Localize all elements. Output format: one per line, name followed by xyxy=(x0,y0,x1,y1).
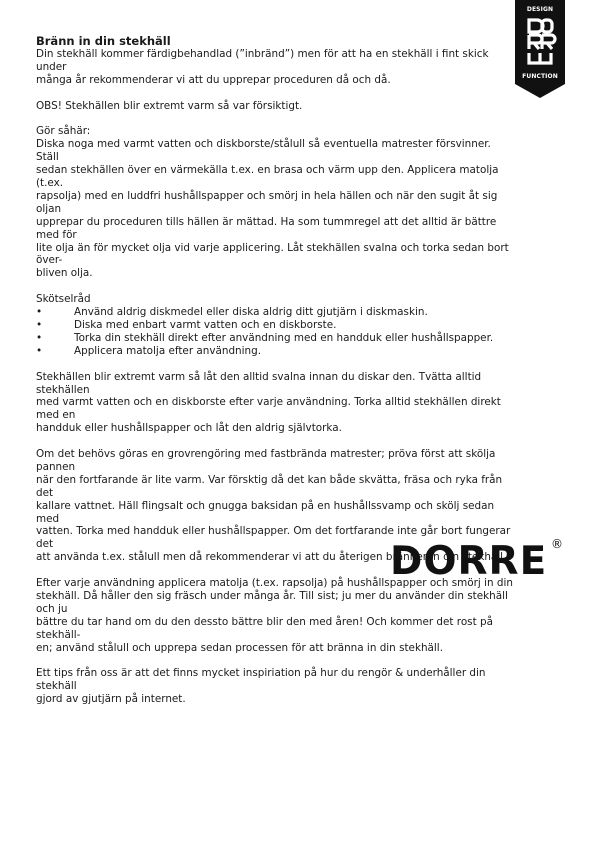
bullet-icon: • xyxy=(36,331,43,344)
text-line: Din stekhäll kommer färdigbehandlad (”inbränd”) men för att ha en stekhäll i fint skick under xyxy=(36,48,489,73)
text-line: upprepar du proceduren tills hällen är mättad. Ha som tummregel att det alltid är bättre med för xyxy=(36,215,497,241)
intro-paragraph xyxy=(36,48,514,87)
text-line: lite olja än för mycket olja vid varje applicering. Låt stekhällen svalna och torka sedan bort över- xyxy=(36,241,509,267)
text-line: rapsolja) med en luddfri hushållspapper och smörj in hela hällen och när den sugit åt sig oljan xyxy=(36,189,498,215)
text-line: många år rekommenderar vi att du upprepar proceduren då och då. xyxy=(36,73,391,86)
list-item xyxy=(36,306,514,319)
bullet-icon: • xyxy=(36,344,43,357)
text-line: Om det behövs göras en grovrengöring med fastbrända matrester; pröva först att skölja pannen xyxy=(36,448,496,473)
text-line: Diska noga med varmt vatten och diskborste/stålull så eventuella matrester försvinner. Ställ xyxy=(36,138,491,164)
badge-top-label: DESIGN xyxy=(526,6,554,13)
text-line: stekhäll. Då håller den sig fräsch under många år. Till sist; ju mer du använder din stekhäll och ju xyxy=(36,589,508,615)
bullet-icon: • xyxy=(36,318,43,331)
list-item-text: Torka din stekhäll direkt efter användning med en handduk eller hushållspapper. xyxy=(74,331,494,344)
document-body xyxy=(36,35,514,706)
list-item xyxy=(36,319,514,332)
text-line: vatten. Torka med handduk eller hushållspapper. Om det fortfarande inte går bort fungerar det xyxy=(36,525,511,551)
care-list xyxy=(36,306,514,358)
list-item-text: Diska med enbart varmt vatten och en diskborste. xyxy=(74,318,337,331)
brand-wordmark: DORRE xyxy=(390,539,548,584)
text-line: Stekhällen blir extremt varm så låt den alltid svalna innan du diskar den. Tvätta alltid stekhällen xyxy=(36,370,482,396)
text-line: handduk eller hushållspapper och låt den aldrig självtorka. xyxy=(36,422,342,435)
text-line: att använda t.ex. stålull men då rekommenderar vi att du återigen bränner in din stekhäll. xyxy=(36,551,507,564)
bullet-icon: • xyxy=(36,306,43,319)
paragraph-cooling xyxy=(36,371,514,436)
badge-bottom-label: FUNCTION xyxy=(522,73,558,80)
list-item xyxy=(36,345,514,358)
text-line: när den fortfarande är lite varm. Var försktig då det kan både skvätta, fräsa och ryka från det xyxy=(36,473,503,499)
text-line: gjord av gjutjärn på internet. xyxy=(36,693,186,706)
registered-mark: ® xyxy=(551,537,563,551)
text-line: Efter varje användning applicera matolja (t.ex. rapsolja) på hushållspapper och smörj in din xyxy=(36,577,513,590)
care-heading: Skötselråd xyxy=(36,293,91,306)
text-line: sedan stekhällen över en värmekälla t.ex. en brasa och värm upp den. Applicera matolja (t.ex. xyxy=(36,164,499,190)
paragraph-tips xyxy=(36,667,514,706)
text-line: kallare vattnet. Häll flingsalt och gnugga baksidan på en hushållssvamp och skölj sedan med xyxy=(36,499,495,525)
list-item-text: Applicera matolja efter användning. xyxy=(74,344,262,357)
badge-shape xyxy=(515,0,565,98)
text-line: Ett tips från oss är att det finns mycket inspiriation på hur du rengör & underhåller din stekhäll xyxy=(36,667,486,693)
list-item-text: Använd aldrig diskmedel eller diska aldrig ditt gjutjärn i diskmaskin. xyxy=(74,306,428,319)
text-line: bliven olja. xyxy=(36,267,93,280)
text-line: en; använd stålull och upprepa sedan processen för att bränna in din stekhäll. xyxy=(36,641,443,654)
text-line: bättre du tar hand om du den dessto bättre blir den med åren! Och kommer det rost på stekhäll- xyxy=(36,615,493,641)
document-title: Bränn in din stekhäll xyxy=(36,34,171,48)
text-line: med varmt vatten och en diskborste efter varje användning. Torka alltid stekhällen direkt med en xyxy=(36,396,501,422)
howto-heading: Gör såhär: xyxy=(36,125,91,138)
paragraph-after-use xyxy=(36,577,514,654)
howto-paragraph xyxy=(36,138,514,280)
warning-text: OBS! Stekhällen blir extremt varm så var försiktigt. xyxy=(36,99,303,112)
list-item xyxy=(36,332,514,345)
brand-badge xyxy=(515,0,565,98)
